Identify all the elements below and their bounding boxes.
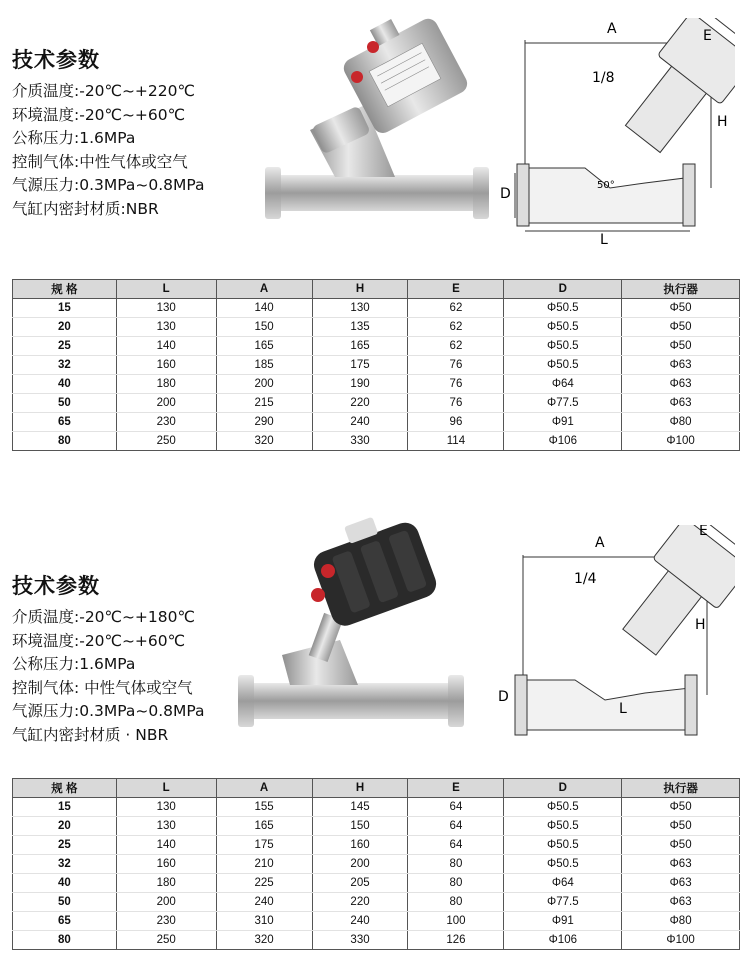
- cell-spec: 80: [13, 432, 117, 451]
- dim-label-e: E: [699, 525, 708, 539]
- cell-h: 150: [312, 817, 408, 836]
- cell-actuator: Φ63: [622, 375, 740, 394]
- cell-a: 165: [216, 337, 312, 356]
- cell-l: 140: [116, 836, 216, 855]
- cell-e: 76: [408, 375, 504, 394]
- cell-h: 240: [312, 912, 408, 931]
- cell-l: 130: [116, 817, 216, 836]
- cell-actuator: Φ50: [622, 299, 740, 318]
- cell-actuator: Φ50: [622, 817, 740, 836]
- spec-table-2: [12, 778, 740, 950]
- valve-photo-plastic: [230, 515, 475, 740]
- cell-d: Φ50.5: [504, 798, 622, 817]
- cell-a: 185: [216, 356, 312, 375]
- cell-l: 250: [116, 432, 216, 451]
- cell-spec: 65: [13, 912, 117, 931]
- table-row: [13, 931, 740, 950]
- cell-e: 76: [408, 394, 504, 413]
- cell-d: Φ64: [504, 874, 622, 893]
- dimension-drawing-2: [495, 525, 735, 745]
- table-header-row: [13, 779, 740, 798]
- header-spec: 规 格: [13, 280, 117, 299]
- cell-e: 64: [408, 836, 504, 855]
- cell-spec: 15: [13, 299, 117, 318]
- cell-d: Φ77.5: [504, 893, 622, 912]
- table-body: [13, 798, 740, 950]
- cell-spec: 50: [13, 394, 117, 413]
- cell-h: 135: [312, 318, 408, 337]
- cell-actuator: Φ80: [622, 912, 740, 931]
- cell-e: 100: [408, 912, 504, 931]
- dim-label-h: H: [717, 114, 728, 130]
- cell-l: 130: [116, 318, 216, 337]
- dim-label-e: E: [703, 28, 712, 44]
- cell-a: 240: [216, 893, 312, 912]
- header-l: L: [116, 779, 216, 798]
- header-actuator: 执行器: [622, 779, 740, 798]
- cell-e: 62: [408, 318, 504, 337]
- cell-d: Φ50.5: [504, 318, 622, 337]
- cell-a: 225: [216, 874, 312, 893]
- cell-d: Φ50.5: [504, 337, 622, 356]
- cell-d: Φ50.5: [504, 836, 622, 855]
- cell-actuator: Φ100: [622, 432, 740, 451]
- cell-l: 160: [116, 356, 216, 375]
- cell-e: 62: [408, 337, 504, 356]
- cell-d: Φ77.5: [504, 394, 622, 413]
- table-row: [13, 394, 740, 413]
- cell-a: 215: [216, 394, 312, 413]
- cell-h: 165: [312, 337, 408, 356]
- cell-actuator: Φ63: [622, 394, 740, 413]
- spec-ambient-temp: 环境温度:-20℃~+60℃: [12, 105, 186, 124]
- dim-label-h: H: [695, 617, 706, 633]
- cell-d: Φ91: [504, 413, 622, 432]
- cell-spec: 25: [13, 337, 117, 356]
- cell-d: Φ50.5: [504, 855, 622, 874]
- header-l: L: [116, 280, 216, 299]
- spec-table-1: [12, 279, 740, 451]
- spec-supply-pressure: 气源压力:0.3MPa~0.8MPa: [12, 176, 205, 194]
- cell-l: 230: [116, 413, 216, 432]
- spec-supply-pressure: 气源压力:0.3MPa~0.8MPa: [12, 702, 205, 720]
- cell-h: 330: [312, 432, 408, 451]
- spec-list: [12, 570, 205, 747]
- cell-spec: 40: [13, 874, 117, 893]
- dim-label-a: A: [607, 21, 617, 37]
- table-body: [13, 299, 740, 451]
- cell-actuator: Φ50: [622, 798, 740, 817]
- cell-h: 130: [312, 299, 408, 318]
- cell-d: Φ64: [504, 375, 622, 394]
- valve-photo-stainless: [255, 5, 500, 230]
- cell-spec: 40: [13, 375, 117, 394]
- cell-a: 165: [216, 817, 312, 836]
- specs-title: 技术参数: [12, 574, 100, 598]
- cell-spec: 32: [13, 855, 117, 874]
- cell-d: Φ50.5: [504, 817, 622, 836]
- cell-h: 160: [312, 836, 408, 855]
- spec-control-gas: 控制气体:中性气体或空气: [12, 152, 188, 171]
- cell-h: 330: [312, 931, 408, 950]
- spec-seal-material: 气缸内密封材质:NBR: [12, 199, 159, 218]
- cell-actuator: Φ63: [622, 893, 740, 912]
- cell-spec: 50: [13, 893, 117, 912]
- product-section-1: [0, 0, 750, 480]
- table-row: [13, 356, 740, 375]
- cell-h: 190: [312, 375, 408, 394]
- table-row: [13, 798, 740, 817]
- specs-title: 技术参数: [12, 48, 100, 72]
- cell-spec: 80: [13, 931, 117, 950]
- header-d: D: [504, 779, 622, 798]
- table-row: [13, 299, 740, 318]
- header-h: H: [312, 779, 408, 798]
- table-row: [13, 318, 740, 337]
- cell-a: 150: [216, 318, 312, 337]
- cell-spec: 32: [13, 356, 117, 375]
- cell-l: 140: [116, 337, 216, 356]
- cell-h: 200: [312, 855, 408, 874]
- cell-e: 96: [408, 413, 504, 432]
- spec-control-gas: 控制气体: 中性气体或空气: [12, 678, 193, 697]
- spec-ambient-temp: 环境温度:-20℃~+60℃: [12, 631, 186, 650]
- cell-d: Φ106: [504, 931, 622, 950]
- dim-label-port: 1/4: [574, 571, 597, 587]
- cell-a: 175: [216, 836, 312, 855]
- spec-seal-material: 气缸内密封材质 · NBR: [12, 725, 169, 744]
- table-row: [13, 375, 740, 394]
- dim-label-d: D: [498, 689, 509, 705]
- dim-label-angle: 50°: [597, 180, 615, 191]
- header-e: E: [408, 280, 504, 299]
- cell-e: 64: [408, 817, 504, 836]
- cell-actuator: Φ50: [622, 337, 740, 356]
- cell-actuator: Φ63: [622, 855, 740, 874]
- cell-e: 62: [408, 299, 504, 318]
- table-row: [13, 836, 740, 855]
- table-row: [13, 874, 740, 893]
- cell-actuator: Φ50: [622, 836, 740, 855]
- cell-l: 250: [116, 931, 216, 950]
- dimension-drawing-1: [495, 18, 735, 248]
- dim-label-port: 1/8: [592, 70, 615, 86]
- table-row: [13, 337, 740, 356]
- cell-spec: 25: [13, 836, 117, 855]
- table-row: [13, 893, 740, 912]
- cell-e: 114: [408, 432, 504, 451]
- product-section-2: [0, 490, 750, 968]
- cell-spec: 15: [13, 798, 117, 817]
- cell-actuator: Φ63: [622, 356, 740, 375]
- cell-a: 320: [216, 432, 312, 451]
- header-d: D: [504, 280, 622, 299]
- cell-h: 220: [312, 893, 408, 912]
- cell-l: 200: [116, 893, 216, 912]
- cell-spec: 65: [13, 413, 117, 432]
- cell-a: 210: [216, 855, 312, 874]
- cell-a: 155: [216, 798, 312, 817]
- cell-l: 160: [116, 855, 216, 874]
- spec-media-temp: 介质温度:-20℃~+220℃: [12, 82, 195, 100]
- table-row: [13, 855, 740, 874]
- cell-a: 140: [216, 299, 312, 318]
- cell-e: 126: [408, 931, 504, 950]
- cell-a: 310: [216, 912, 312, 931]
- cell-actuator: Φ100: [622, 931, 740, 950]
- table-header-row: [13, 280, 740, 299]
- cell-e: 76: [408, 356, 504, 375]
- spec-nominal-pressure: 公称压力:1.6MPa: [12, 129, 136, 147]
- cell-spec: 20: [13, 318, 117, 337]
- spec-media-temp: 介质温度:-20℃~+180℃: [12, 608, 195, 626]
- cell-l: 180: [116, 874, 216, 893]
- cell-a: 290: [216, 413, 312, 432]
- cell-l: 200: [116, 394, 216, 413]
- table-row: [13, 912, 740, 931]
- header-h: H: [312, 280, 408, 299]
- cell-e: 80: [408, 874, 504, 893]
- cell-e: 80: [408, 893, 504, 912]
- cell-h: 205: [312, 874, 408, 893]
- table-row: [13, 413, 740, 432]
- header-actuator: 执行器: [622, 280, 740, 299]
- cell-actuator: Φ50: [622, 318, 740, 337]
- dim-label-l: L: [600, 232, 608, 248]
- cell-l: 130: [116, 299, 216, 318]
- cell-h: 220: [312, 394, 408, 413]
- spec-nominal-pressure: 公称压力:1.6MPa: [12, 655, 136, 673]
- cell-e: 64: [408, 798, 504, 817]
- cell-l: 180: [116, 375, 216, 394]
- cell-h: 240: [312, 413, 408, 432]
- spec-list: [12, 44, 205, 221]
- dim-label-d: D: [500, 186, 511, 202]
- cell-d: Φ106: [504, 432, 622, 451]
- header-a: A: [216, 280, 312, 299]
- cell-actuator: Φ80: [622, 413, 740, 432]
- table-row: [13, 432, 740, 451]
- cell-h: 145: [312, 798, 408, 817]
- cell-d: Φ50.5: [504, 356, 622, 375]
- cell-actuator: Φ63: [622, 874, 740, 893]
- cell-d: Φ91: [504, 912, 622, 931]
- dim-label-l: L: [619, 701, 627, 717]
- cell-l: 230: [116, 912, 216, 931]
- cell-d: Φ50.5: [504, 299, 622, 318]
- dim-label-a: A: [595, 535, 605, 551]
- header-spec: 规 格: [13, 779, 117, 798]
- cell-h: 175: [312, 356, 408, 375]
- header-a: A: [216, 779, 312, 798]
- cell-e: 80: [408, 855, 504, 874]
- cell-spec: 20: [13, 817, 117, 836]
- header-e: E: [408, 779, 504, 798]
- cell-a: 200: [216, 375, 312, 394]
- cell-a: 320: [216, 931, 312, 950]
- cell-l: 130: [116, 798, 216, 817]
- table-row: [13, 817, 740, 836]
